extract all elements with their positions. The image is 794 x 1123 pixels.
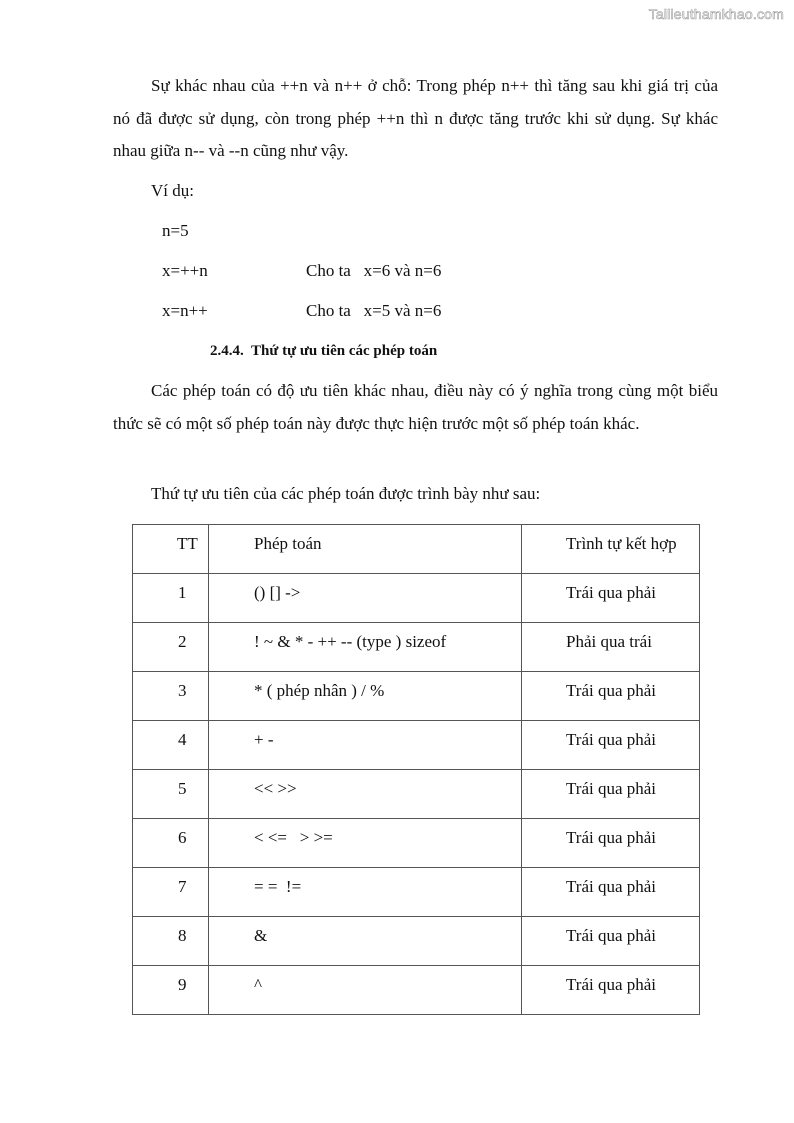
table-row: 7 = = != Trái qua phải — [133, 868, 700, 917]
table-row: 9 ^ Trái qua phải — [133, 966, 700, 1015]
watermark: Tailieuthamkhao.com — [648, 6, 784, 22]
table-row: 4 + - Trái qua phải — [133, 721, 700, 770]
table-row: 8 & Trái qua phải — [133, 917, 700, 966]
example-code-1: n=5 — [162, 221, 189, 240]
table-row: 6 < <= > >= Trái qua phải — [133, 819, 700, 868]
table-row: 2 ! ~ & * - ++ -- (type ) sizeof Phải qua trái — [133, 623, 700, 672]
priority-paragraph: Các phép toán có độ ưu tiên khác nhau, điều này có ý nghĩa trong cùng một biểu thức sẽ có một số phép toán này được thực hiện trước một số phép toán khác. — [113, 381, 718, 433]
table-row: 1 () [] -> Trái qua phải — [133, 574, 700, 623]
example-code-3: x=n++ — [162, 301, 208, 320]
table-header-row — [133, 525, 700, 574]
operator-priority-table — [132, 524, 700, 1015]
table-intro: Thứ tự ưu tiên của các phép toán được trình bày như sau: — [151, 484, 541, 503]
section-heading: 2.4.4. Thứ tự ưu tiên các phép toán — [210, 343, 438, 359]
header-associativity: Trình tự kết hợp — [522, 525, 700, 574]
header-operator: Phép toán — [209, 525, 522, 574]
table-row: 5 << >> Trái qua phải — [133, 770, 700, 819]
example-code-2: x=++n — [162, 261, 208, 280]
example-result-3: Cho ta x=5 và n=6 — [306, 301, 442, 320]
example-label: Ví dụ: — [151, 181, 194, 200]
header-tt: TT — [133, 525, 209, 574]
table-row: 3 * ( phép nhân ) / % Trái qua phải — [133, 672, 700, 721]
intro-paragraph: Sự khác nhau của ++n và n++ ở chỗ: Trong phép n++ thì tăng sau khi giá trị của nó đã được sử dụng, còn trong phép ++n thì n được tăng trước khi sử dụng. Sự khác nhau giữa n-- và --n cũng như vậy. — [113, 76, 718, 160]
example-result-2: Cho ta x=6 và n=6 — [306, 261, 442, 280]
